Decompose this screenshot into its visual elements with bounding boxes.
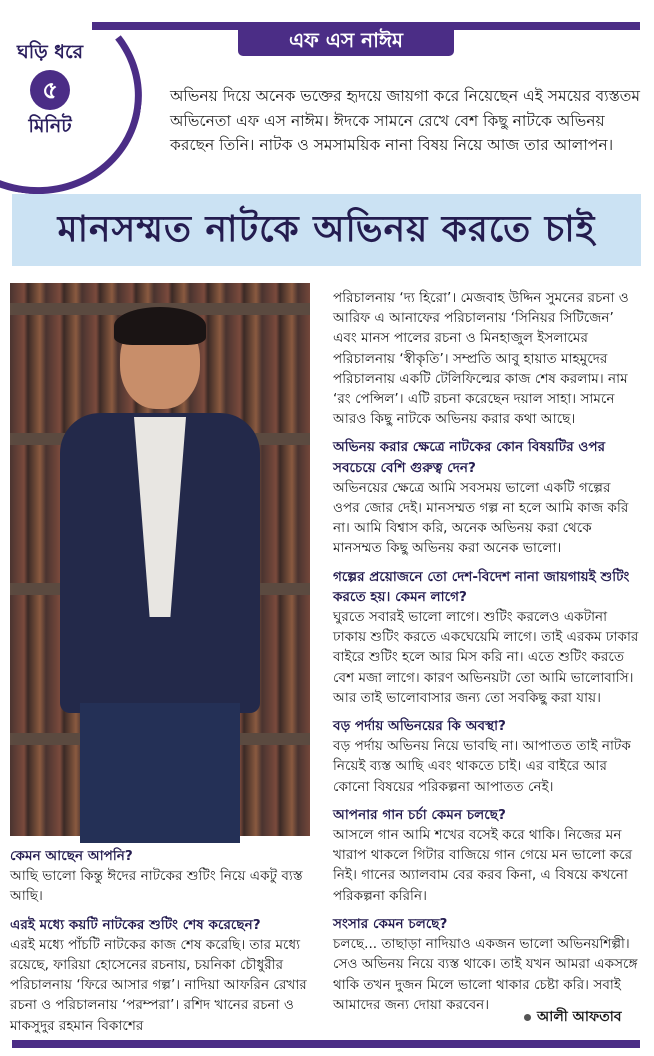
answer: চলছে... তাছাড়া নাদিয়াও একজন ভালো অভিনয়শিল্পী। সেও অভিনয় নিয়ে ব্যস্ত থাকে। তাই যখন আমরা একসঙ্গে থাকি তখন দুজন মিলে ভালো থাকার চেষ্টা করি। সবাই আমাদের জন্য দোয়া করবেন। xyxy=(333,936,638,1013)
lead-paragraph: পরিচালনায় ‘দ্য হিরো’। মেজবাহ উদ্দিন সুমনের রচনা ও আরিফ এ আনাফের পরিচালনায় ‘সিনিয়র সিটিজেন’ এবং মানস পালের রচনা ও মিনহাজুল ইসলামের পরিচালনায় ‘স্বীকৃতি’। সম্প্রতি আবু হায়াত মাহমুদের পরিচালনায় একটি টেলিফিল্মের কাজ শেষ করলাম। নাম ‘রং পেন্সিল’। এটি রচনা করেছেন দয়াল সাহা। সামনে আরও কিছু নাটকে অভিনয় করার কথা আছে। xyxy=(333,290,629,428)
qa-block xyxy=(10,915,310,1036)
qa-block xyxy=(333,716,641,797)
name-tab: এফ এস নাঈম xyxy=(238,24,454,56)
headline: মানসম্মত নাটকে অভিনয় করতে চাই xyxy=(57,209,596,250)
question: সংসার কেমন চলছে? xyxy=(333,915,448,932)
question: আপনার গান চর্চা কেমন চলছে? xyxy=(333,806,506,823)
qa-block xyxy=(333,437,641,558)
answer: ঘুরতে সবারই ভালো লাগে। শুটিং করলেও একটানা ঢাকায় শুটিং করতে একঘেয়েমি লাগে। তাই এরকম ঢাকার বাইরে শুটিং হলে আর মিস করি না। এতে শুটিং করতে বেশ মজা লাগে। কারণ অভিনয়টা তো আমি ভালোবাসি। আর তাই ভালোবাসার জন্য তো সবকিছু করা যায়। xyxy=(333,609,639,706)
question: অভিনয় করার ক্ষেত্রে নাটকের কোন বিষয়টির ওপর সবচেয়ে বেশি গুরুত্ব দেন? xyxy=(333,439,606,476)
right-column xyxy=(333,288,641,1023)
bottom-rule xyxy=(12,1040,640,1048)
trousers xyxy=(80,703,240,843)
actor-figure xyxy=(50,313,270,833)
hair xyxy=(114,307,206,345)
answer: আসলে গান আমি শখের বসেই করে থাকি। নিজের মন খারাপ থাকলে গিটার বাজিয়ে গান গেয়ে মন ভালো করে নিই। গানের অ্যালবাম বের করব কিনা, এ বিষয়ে কখনো পরিকল্পনা করিনি। xyxy=(333,827,633,904)
actor-photo xyxy=(10,283,310,836)
answer: অভিনয়ের ক্ষেত্রে আমি সবসময় ভালো একটি গল্পের ওপর জোর দেই। মানসম্মত গল্প না হলে আমি কাজ করি না। আমি বিশ্বাস করি, অনেক অভিনয় করা থেকে মানসম্মত কিছু অভিনয় করা অনেক ভালো। xyxy=(333,479,629,557)
badge-line-1: ঘড়ি ধরে xyxy=(16,41,84,63)
byline xyxy=(524,1005,622,1029)
question: কেমন আছেন আপনি? xyxy=(10,848,133,864)
qa-block xyxy=(333,914,641,1015)
answer: বড় পর্দায় অভিনয় নিয়ে ভাবছি না। আপাতত তাই নাটক নিয়েই ব্যস্ত আছি এবং থাকতে চাই। এর বাইরে আর কোনো বিষয়ের পরিকল্পনা আপাতত নেই। xyxy=(333,738,631,795)
question: গল্পের প্রয়োজনে তো দেশ-বিদেশ নানা জায়গায়ই শুটিং করতে হয়। কেমন লাগে? xyxy=(333,568,630,605)
qa-block xyxy=(333,805,641,906)
question: বড় পর্দায় অভিনয়ের কি অবস্থা? xyxy=(333,718,506,735)
bullet-icon xyxy=(524,1014,531,1021)
intro-paragraph: অভিনয় দিয়ে অনেক ভক্তের হৃদয়ে জায়গা করে নিয়েছেন এই সময়ের ব্যস্ততম অভিনেতা এফ এস নাঈম। ঈদকে সামনে রেখে বেশ কিছু নাটকে অভিনয় করছেন তিনি। নাটক ও সমসাময়িক নানা বিষয় নিয়ে আজ তার আলাপন। xyxy=(170,87,640,154)
question: এরই মধ্যে কয়টি নাটকের শুটিং শেষ করেছেন? xyxy=(10,916,261,933)
five-minute-badge xyxy=(0,40,100,138)
qa-block xyxy=(333,567,641,708)
answer: আছি ভালো কিন্তু ঈদের নাটকের শুটিং নিয়ে একটু ব্যস্ত আছি। xyxy=(10,868,303,905)
qa-block xyxy=(10,846,310,907)
badge-number: ৫ xyxy=(30,70,70,110)
answer: এরই মধ্যে পাঁচটি নাটকের কাজ শেষ করেছি। তার মধ্যে রয়েছে, ফারিয়া হোসেনের রচনায়, চয়নিকা চৌধুরীর পরিচালনায় ‘ফিরে আসার গল্প’। নাদিয়া আফরিন রেখার রচনা ও পরিচালনায় ‘পরম্পরা’। রশিদ খানের রচনা ও মাকসুদুর রহমান বিকাশের xyxy=(10,936,307,1034)
left-column xyxy=(10,846,310,1044)
byline-author: আলী আফতাব xyxy=(537,1009,622,1025)
badge-line-2: মিনিট xyxy=(28,115,72,137)
